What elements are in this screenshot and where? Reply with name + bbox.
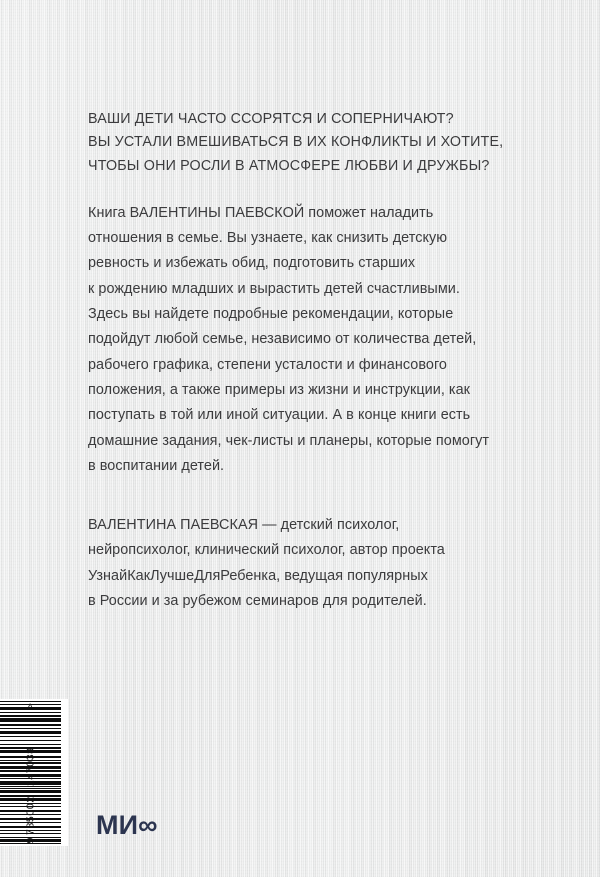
barcode-terminator: > — [24, 702, 37, 710]
headline-line: ВЫ УСТАЛИ ВМЕШИВАТЬСЯ В ИХ КОНФЛИКТЫ И ХОТИТЕ, — [88, 134, 504, 151]
author-bio-line: УзнайКакЛучшеДляРебенка, ведущая популярных — [88, 567, 428, 584]
isbn-barcode — [0, 699, 68, 846]
barcode-left-group: 785002 — [24, 796, 37, 836]
body-line: к рождению младших и вырастить детей счастливыми. — [88, 280, 460, 297]
body-line: рабочего графика, степени усталости и финансового — [88, 356, 447, 373]
headline-line: ЧТОБЫ ОНИ РОСЛИ В АТМОСФЕРЕ ЛЮБВИ И ДРУЖБЫ? — [88, 157, 490, 174]
barcode-lead-digit: 9 — [24, 837, 37, 844]
author-bio-line: ВАЛЕНТИНА ПАЕВСКАЯ — детский психолог, — [88, 517, 400, 533]
headline-line: ВАШИ ДЕТИ ЧАСТО ССОРЯТСЯ И СОПЕРНИЧАЮТ? — [88, 111, 454, 127]
author-bio-line: в России и за рубежом семинаров для родителей. — [88, 592, 427, 609]
body-line: отношения в семье. Вы узнаете, как снизить детскую — [88, 230, 448, 247]
body-line: домашние задания, чек-листы и планеры, которые помогут — [88, 432, 490, 449]
body-line: положения, а также примеры из жизни и инструкции, как — [88, 381, 471, 398]
headline — [88, 108, 536, 178]
barcode-right-group: 147038 — [24, 747, 37, 787]
body-line: подойдут любой семье, независимо от количества детей, — [88, 331, 477, 348]
publisher-logo: МИ∞ — [96, 810, 158, 840]
body-line: ревность и избежать обид, подготовить старших — [88, 255, 416, 272]
barcode-digits — [24, 703, 38, 844]
author-bio-line: нейропсихолог, клинический психолог, автор проекта — [88, 542, 445, 559]
body-line: Здесь вы найдете подробные рекомендации, которые — [88, 306, 454, 323]
body-paragraph — [88, 201, 536, 479]
body-line: в воспитании детей. — [88, 457, 225, 474]
marketing-text-block — [88, 108, 536, 479]
body-line: поступать в той или иной ситуации. А в конце книги есть — [88, 407, 471, 424]
author-bio — [88, 513, 548, 614]
body-line: Книга ВАЛЕНТИНЫ ПАЕВСКОЙ поможет наладить — [88, 204, 434, 221]
